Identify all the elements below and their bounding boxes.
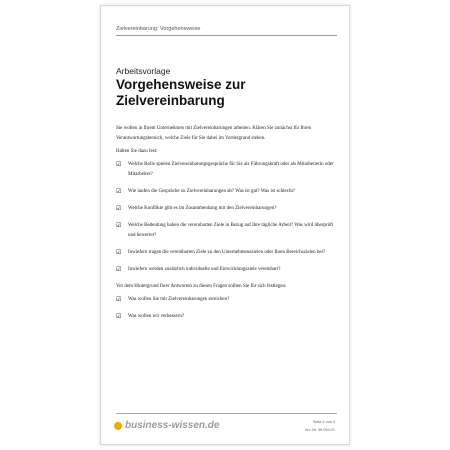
checklist-item-text: Inwiefern werden zusätzlich individuelle und Entwicklungsziele vereinbart? — [128, 267, 281, 272]
document-page — [100, 5, 350, 445]
checkbox-icon: ☑ — [116, 249, 122, 256]
checkbox-icon: ☑ — [116, 266, 122, 273]
running-header: Zielvereinbarung: Vorgehensweise — [116, 26, 201, 32]
checklist-item — [116, 160, 341, 180]
checklist-item-text: Welche Konflikte gibt es im Zusammenhang mit den Zielvereinbarungen? — [128, 206, 277, 211]
checklist-item — [116, 312, 341, 322]
checklist-item — [116, 248, 341, 258]
checkbox-icon: ☑ — [116, 161, 122, 168]
checklist-item-text: Inwiefern tragen die vereinbarten Ziele zu den Unternehmenszielen oder Ihren Bereichszielen bei? — [128, 250, 326, 255]
article-number: Art.-Nr. 58.094.01 — [305, 428, 335, 432]
footer-meta — [305, 418, 335, 434]
checklist-item-text: Wie laufen die Gespräche zu Zielvereinbarungen ab? Was ist gut? Was ist schlecht? — [128, 189, 296, 194]
checkbox-icon: ☑ — [116, 205, 122, 212]
document-body — [116, 124, 341, 329]
checklist-item-text: Welche Bedeutung haben die vereinbarten Ziele in Bezug auf Ihre tägliche Arbeit? Was wird überprüft und bewertet? — [128, 223, 334, 238]
document-subtitle: Arbeitsvorlage — [116, 66, 171, 76]
logo-dot-icon — [114, 422, 122, 430]
checkbox-icon: ☑ — [116, 313, 122, 320]
checklist-item — [116, 221, 341, 241]
transition-paragraph: Vor dem Hintergrund Ihrer Antworten zu diesen Fragen sollten Sie für sich festlegen: — [116, 284, 287, 289]
lead-in: Halten Sie dazu fest: — [116, 149, 158, 154]
checklist-questions — [116, 160, 341, 275]
checkbox-icon: ☑ — [116, 296, 122, 303]
checklist-goals — [116, 295, 341, 322]
brand-logo — [114, 420, 219, 431]
checklist-item — [116, 204, 341, 214]
header-divider — [116, 35, 337, 36]
page-number: Seite 1 von 4 — [312, 420, 335, 424]
checkbox-icon: ☑ — [116, 188, 122, 195]
checklist-item-text: Was wollen Sie mit Zielvereinbarungen erreichen? — [128, 297, 230, 302]
logo-text: business-wissen.de — [125, 420, 220, 431]
document-title: Vorgehensweise zur Zielvereinbarung — [116, 77, 246, 108]
checklist-item — [116, 187, 341, 197]
checklist-item-text: Welche Rolle spielen Zielvereinbarungsgespräche für Sie als Führungskraft oder als Mitarbeiterin oder Mitarbeiter? — [128, 162, 334, 177]
checklist-item — [116, 265, 341, 275]
checklist-item — [116, 295, 341, 305]
intro-paragraph: Sie wollen in Ihrem Unternehmen mit Zielvereinbarungen arbeiten. Klären Sie zunächst für Ihren Verantwortungsbereich, welche Ziele für Sie dabei im Vordergrund stehen. — [116, 126, 312, 141]
footer-divider — [116, 413, 337, 414]
checkbox-icon: ☑ — [116, 222, 122, 229]
checklist-item-text: Was wollen wir verbessern? — [128, 314, 185, 319]
